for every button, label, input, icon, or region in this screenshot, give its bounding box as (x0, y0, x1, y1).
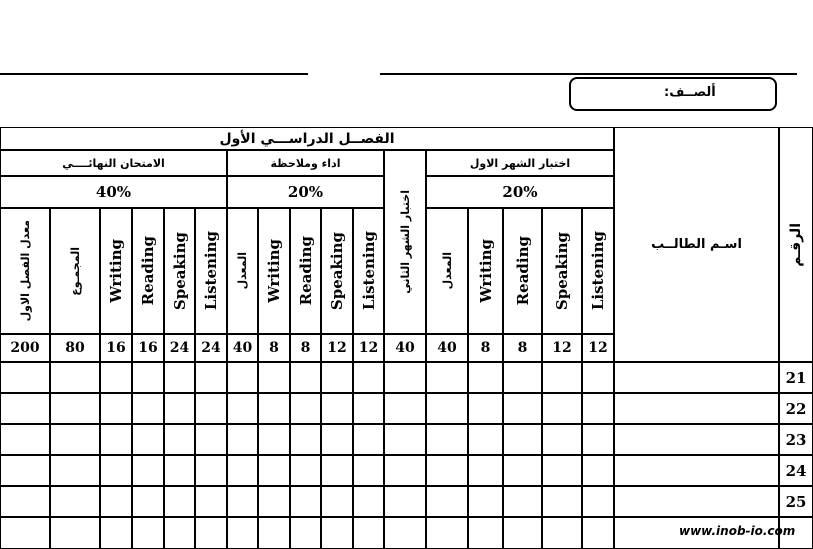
grade-row-partial (258, 517, 290, 549)
grade-cell-21-fe_writing[interactable] (100, 362, 132, 393)
grade-cell-25-semester_avg[interactable] (0, 486, 50, 517)
grade-cell-22-m1_speaking[interactable] (542, 393, 582, 424)
student-name-cell-25[interactable] (614, 486, 779, 517)
col-label-pf_speaking: Speaking (328, 231, 346, 311)
grade-cell-22-m1_listening[interactable] (582, 393, 614, 424)
grade-cell-22-pf_avg[interactable] (227, 393, 258, 424)
class-label: ألصــف: (664, 85, 716, 100)
group-final_exam-title-cell (0, 150, 227, 176)
col-label-semester_avg: معدل الفصل الاول (18, 220, 32, 322)
grade-row-partial (582, 517, 614, 549)
grade-cell-22-pf_speaking[interactable] (321, 393, 353, 424)
student-name-cell-23[interactable] (614, 424, 779, 455)
grade-row-partial (50, 517, 100, 549)
grade-cell-25-m1_speaking[interactable] (542, 486, 582, 517)
max-score-fe_speaking (164, 334, 195, 362)
grade-cell-22-m1_avg[interactable] (426, 393, 468, 424)
max-score-m1_reading (503, 334, 542, 362)
max-score-semester_avg (0, 334, 50, 362)
grade-cell-25-total[interactable] (50, 486, 100, 517)
grade-cell-23-m1_speaking[interactable] (542, 424, 582, 455)
grade-cell-25-m1_writing[interactable] (468, 486, 503, 517)
col-label-m1_listening: Listening (589, 231, 607, 311)
col-header-m1_listening (582, 208, 614, 334)
grade-cell-23-m1_reading[interactable] (503, 424, 542, 455)
grade-cell-21-pf_reading[interactable] (290, 362, 321, 393)
col-label-fe_speaking: Speaking (170, 231, 189, 311)
grade-cell-23-m1_writing[interactable] (468, 424, 503, 455)
row-number-cell-25 (779, 486, 813, 517)
grade-cell-24-pf_avg[interactable] (227, 455, 258, 486)
col-header-fe_writing (100, 208, 132, 334)
col-label-fe_reading: Reading (139, 236, 157, 306)
grade-cell-24-m2[interactable] (384, 455, 426, 486)
grade-cell-24-m1_listening[interactable] (582, 455, 614, 486)
grade-cell-24-pf_writing[interactable] (258, 455, 290, 486)
grade-cell-24-total[interactable] (50, 455, 100, 486)
grade-row-partial (227, 517, 258, 549)
max-score-value-m1_reading: 8 (517, 340, 528, 356)
group_performance-title: اداء وملاحظة (270, 156, 341, 170)
grade-cell-25-pf_speaking[interactable] (321, 486, 353, 517)
max-score-pf_avg (227, 334, 258, 362)
grade-row-partial (321, 517, 353, 549)
grade-cell-23-m1_listening[interactable] (582, 424, 614, 455)
row-number-cell-21 (779, 362, 813, 393)
grade-cell-21-pf_speaking[interactable] (321, 362, 353, 393)
col-label-pf_writing: Writing (265, 239, 283, 303)
col-header-pf_avg (227, 208, 258, 334)
grade-cell-24-fe_writing[interactable] (100, 455, 132, 486)
student-name-cell-24[interactable] (614, 455, 779, 486)
grade-row-partial (384, 517, 426, 549)
max-score-pf_reading (290, 334, 321, 362)
grade-cell-21-m2[interactable] (384, 362, 426, 393)
row-number-23: 23 (785, 430, 807, 449)
max-score-total (50, 334, 100, 362)
max-score-pf_listening (353, 334, 384, 362)
grade-cell-25-m1_avg[interactable] (426, 486, 468, 517)
col-label-pf_listening: Listening (359, 231, 378, 311)
grade-cell-21-semester_avg[interactable] (0, 362, 50, 393)
grade-cell-24-m1_writing[interactable] (468, 455, 503, 486)
max-score-value-m1_listening: 12 (588, 340, 608, 356)
row-number-cell-22 (779, 393, 813, 424)
semester-title: الفصــل الدراســـي الأول (219, 130, 395, 147)
grade-cell-23-m2[interactable] (384, 424, 426, 455)
group_performance-weight: 20% (287, 183, 324, 201)
group_final_exam-weight: 40% (95, 183, 132, 201)
grade-row-partial (290, 517, 321, 549)
max-score-fe_reading (132, 334, 164, 362)
group-final_exam-weight-cell (0, 176, 227, 208)
max-score-value-total: 80 (65, 340, 85, 356)
number-header-cell (779, 127, 813, 362)
semester-title-cell (0, 127, 614, 150)
grade-cell-25-m1_reading[interactable] (503, 486, 542, 517)
grade-cell-23-pf_reading[interactable] (290, 424, 321, 455)
col-header-pf_speaking (321, 208, 353, 334)
month2-header-cell (384, 150, 426, 334)
grade-cell-21-total[interactable] (50, 362, 100, 393)
col-header-m1_reading (503, 208, 542, 334)
grade-cell-25-fe_listening[interactable] (195, 486, 227, 517)
grade-cell-21-m1_listening[interactable] (582, 362, 614, 393)
grade-cell-25-fe_writing[interactable] (100, 486, 132, 517)
max-score-value-m1_avg: 40 (437, 340, 457, 356)
max-score-value-fe_reading: 16 (138, 340, 158, 356)
max-score-value-pf_speaking: 12 (327, 340, 347, 356)
grade-cell-21-m1_writing[interactable] (468, 362, 503, 393)
max-score-m1_listening (582, 334, 614, 362)
grade-row-partial (353, 517, 384, 549)
grade-cell-23-pf_writing[interactable] (258, 424, 290, 455)
grade-cell-22-m1_reading[interactable] (503, 393, 542, 424)
student-name-header: اسـم الطالــب (651, 237, 742, 252)
grade-cell-22-fe_listening[interactable] (195, 393, 227, 424)
grade-cell-24-semester_avg[interactable] (0, 455, 50, 486)
max-score-pf_speaking (321, 334, 353, 362)
col-header-m1_speaking (542, 208, 582, 334)
max-score-value-pf_reading: 8 (300, 340, 311, 356)
grade-cell-24-m1_speaking[interactable] (542, 455, 582, 486)
grade-cell-23-fe_listening[interactable] (195, 424, 227, 455)
col-header-fe_listening (195, 208, 227, 334)
grade-cell-24-pf_speaking[interactable] (321, 455, 353, 486)
grade-cell-23-m1_avg[interactable] (426, 424, 468, 455)
grade-cell-21-fe_reading[interactable] (132, 362, 164, 393)
grade-cell-21-m1_avg[interactable] (426, 362, 468, 393)
grade-cell-25-fe_reading[interactable] (132, 486, 164, 517)
col-label-m1_avg: المعدل (440, 252, 454, 290)
grade-cell-25-pf_listening[interactable] (353, 486, 384, 517)
grade-cell-25-pf_writing[interactable] (258, 486, 290, 517)
grade-cell-21-fe_listening[interactable] (195, 362, 227, 393)
grade-row-partial (503, 517, 542, 549)
grade-cell-22-pf_reading[interactable] (290, 393, 321, 424)
grade-cell-22-pf_listening[interactable] (353, 393, 384, 424)
group-month1-title-cell (426, 150, 614, 176)
grade-row-partial (164, 517, 195, 549)
grade-cell-24-m1_reading[interactable] (503, 455, 542, 486)
grade-cell-23-total[interactable] (50, 424, 100, 455)
grade-cell-25-pf_reading[interactable] (290, 486, 321, 517)
grade-cell-24-m1_avg[interactable] (426, 455, 468, 486)
max-score-m1_avg (426, 334, 468, 362)
group-month1-weight-cell (426, 176, 614, 208)
col-header-pf_reading (290, 208, 321, 334)
max-score-m1_speaking (542, 334, 582, 362)
row-number-24: 24 (785, 461, 807, 480)
col-label-total: المجمـوع (68, 246, 82, 296)
grade-row-partial (468, 517, 503, 549)
grade-row-partial (542, 517, 582, 549)
col-header-m1_writing (468, 208, 503, 334)
grade-cell-22-pf_writing[interactable] (258, 393, 290, 424)
max-score-value-fe_writing: 16 (106, 340, 126, 356)
grade-row-partial (426, 517, 468, 549)
max-score-value-m2: 40 (395, 340, 415, 356)
grade-cell-23-pf_speaking[interactable] (321, 424, 353, 455)
grade-cell-23-pf_avg[interactable] (227, 424, 258, 455)
grade-cell-22-fe_speaking[interactable] (164, 393, 195, 424)
grade-cell-22-fe_writing[interactable] (100, 393, 132, 424)
number-header: الرقـم (788, 222, 804, 267)
group_month1-title: اختبار الشهر الاول (469, 156, 571, 170)
grade-cell-22-fe_reading[interactable] (132, 393, 164, 424)
max-score-value-pf_listening: 12 (358, 340, 379, 356)
col-header-fe_speaking (164, 208, 195, 334)
grade-cell-25-fe_speaking[interactable] (164, 486, 195, 517)
grade-cell-23-semester_avg[interactable] (0, 424, 50, 455)
max-score-m1_writing (468, 334, 503, 362)
grade-cell-23-fe_writing[interactable] (100, 424, 132, 455)
grade-cell-21-m1_speaking[interactable] (542, 362, 582, 393)
website-footer: www.inob-io.com (679, 524, 796, 538)
max-score-value-m1_speaking: 12 (552, 340, 572, 356)
grade-cell-21-pf_listening[interactable] (353, 362, 384, 393)
grade-row-partial (132, 517, 164, 549)
row-number-cell-23 (779, 424, 813, 455)
grade-cell-21-pf_writing[interactable] (258, 362, 290, 393)
group-performance-weight-cell (227, 176, 384, 208)
grade-cell-22-m2[interactable] (384, 393, 426, 424)
student-name-cell-22[interactable] (614, 393, 779, 424)
max-score-value-pf_writing: 8 (269, 340, 279, 356)
month2-header: اختبار الشهر الثاني (398, 190, 412, 294)
max-score-value-m1_writing: 8 (480, 340, 491, 356)
row-number-22: 22 (785, 399, 807, 418)
max-score-value-pf_avg: 40 (232, 340, 253, 356)
grade-cell-23-fe_reading[interactable] (132, 424, 164, 455)
grade-cell-22-semester_avg[interactable] (0, 393, 50, 424)
student-name-cell-21[interactable] (614, 362, 779, 393)
row-number-25: 25 (785, 492, 807, 511)
col-label-m1_writing: Writing (476, 239, 495, 303)
max-score-pf_writing (258, 334, 290, 362)
col-label-m1_reading: Reading (513, 236, 532, 306)
student-name-header-cell (614, 127, 779, 362)
grade-row-partial (195, 517, 227, 549)
col-header-m1_avg (426, 208, 468, 334)
grade-cell-22-total[interactable] (50, 393, 100, 424)
grade-cell-23-fe_speaking[interactable] (164, 424, 195, 455)
col-header-fe_reading (132, 208, 164, 334)
group_month1-weight: 20% (502, 183, 538, 201)
grade-cell-25-m1_listening[interactable] (582, 486, 614, 517)
col-label-pf_reading: Reading (296, 236, 315, 306)
grade-cell-23-pf_listening[interactable] (353, 424, 384, 455)
col-header-semester_avg (0, 208, 50, 334)
col-label-fe_listening: Listening (202, 231, 220, 311)
grade-cell-21-m1_reading[interactable] (503, 362, 542, 393)
group-performance-title-cell (227, 150, 384, 176)
max-score-fe_listening (195, 334, 227, 362)
grade-cell-24-pf_reading[interactable] (290, 455, 321, 486)
max-score-value-semester_avg: 200 (10, 340, 40, 356)
grade-cell-21-pf_avg[interactable] (227, 362, 258, 393)
col-label-pf_avg: المعدل (236, 252, 249, 290)
group_final_exam-title: الامتحان النهائــــي (62, 156, 165, 170)
max-score-fe_writing (100, 334, 132, 362)
col-header-pf_writing (258, 208, 290, 334)
grade-cell-21-fe_speaking[interactable] (164, 362, 195, 393)
top-rule-left (0, 73, 308, 75)
grade-cell-22-m1_writing[interactable] (468, 393, 503, 424)
grade-cell-25-pf_avg[interactable] (227, 486, 258, 517)
grade-cell-24-fe_speaking[interactable] (164, 455, 195, 486)
max-score-m2 (384, 334, 426, 362)
max-score-value-fe_speaking: 24 (169, 340, 190, 356)
max-score-value-fe_listening: 24 (201, 340, 221, 356)
grade-cell-24-fe_listening[interactable] (195, 455, 227, 486)
grade-cell-24-fe_reading[interactable] (132, 455, 164, 486)
col-header-pf_listening (353, 208, 384, 334)
col-label-fe_writing: Writing (107, 239, 125, 303)
grade-row-partial (0, 517, 50, 549)
row-number-cell-24 (779, 455, 813, 486)
col-header-total (50, 208, 100, 334)
top-rule-right (380, 73, 797, 75)
grade-cell-24-pf_listening[interactable] (353, 455, 384, 486)
col-label-m1_speaking: Speaking (553, 231, 571, 311)
row-number-21: 21 (785, 368, 807, 387)
grade-cell-25-m2[interactable] (384, 486, 426, 517)
grade-row-partial (100, 517, 132, 549)
